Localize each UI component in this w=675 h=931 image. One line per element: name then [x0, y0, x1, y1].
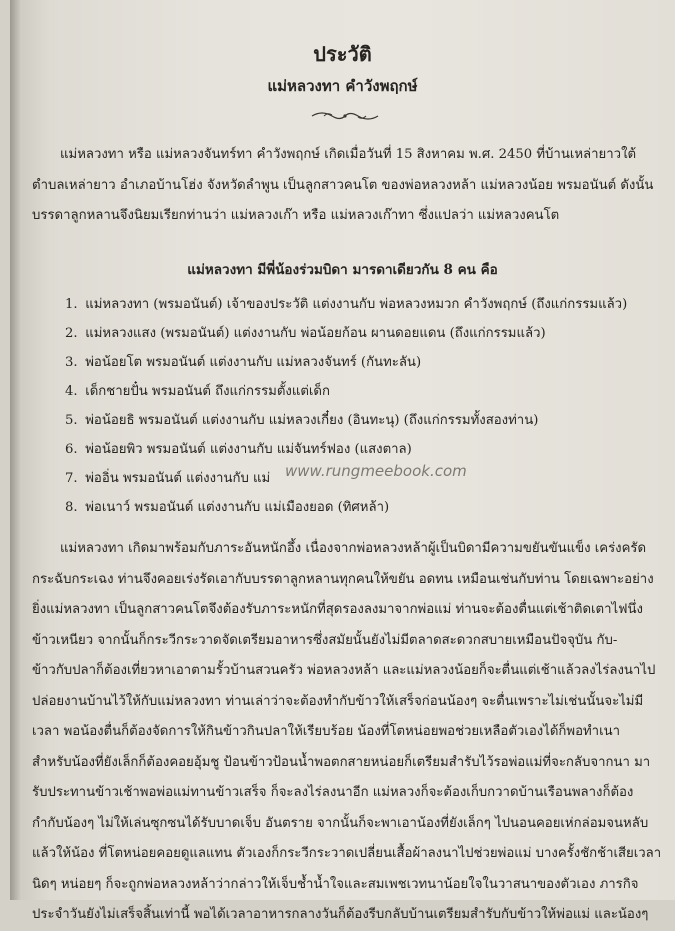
list-text: พ่อน้อยพิว พรมอนันต์ แต่งงานกับ แม่จันทร์ฟอง (แสงตาล) [85, 442, 412, 457]
list-item [65, 377, 627, 406]
body-line: เวลา พอน้องตื่นก็ต้องจัดการให้กินข้าวกินปลาให้เรียบร้อย น้องที่โตหน่อยพอช่วยเหลือตัวเองได้ก็พอทำเนา [32, 724, 621, 739]
page-title: ประวัติ [313, 42, 372, 66]
list-text: เด็กชายปั๋น พรมอนันต์ ถึงแก่กรรมตั้งแต่เด็ก [85, 384, 330, 399]
body-paragraph [32, 534, 662, 931]
body-line: ยิ่งแม่หลวงทา เป็นลูกสาวคนโตจึงต้องรับภาระหนักที่สุดรองลงมาจากพ่อแม่ ท่านจะต้องตื่นแต่เช้าติดเตาไฟนึ่ง [32, 602, 643, 617]
list-number: 6. [65, 442, 78, 457]
body-line: สำหรับน้องที่ยังเล็กก็ต้องคอยอุ้มชู ป้อนข้าวป้อนน้ำพอตกสายหน่อยก็เตรียมสำรับไว้รอพ่อแม่ที่จะกลับจากนา มา [32, 754, 651, 770]
body-line: ประจำวันยังไม่เสร็จสิ้นเท่านี้ พอได้เวลาอาหารกลางวันก็ต้องรีบกลับบ้านเตรียมสำรับกับข้าวให้พ่อแม่ และน้องๆ [32, 907, 649, 922]
list-item [65, 493, 627, 522]
list-item [65, 406, 627, 435]
body-line: นิดๆ หน่อยๆ ก็จะถูกพ่อหลวงหล้าว่ากล่าวให้เจ็บช้ำน้ำใจและสมเพชเวทนาน้อยใจในวาสนาของตัวเอง ภารกิจ [32, 876, 639, 892]
body-line: กระฉับกระเฉง ท่านจึงคอยเร่งรัดเอากับบรรดาลูกหลานทุกคนให้ขยัน อดทน เหมือนเช่นกับท่าน โดยเฉพาะอย่าง [32, 571, 654, 587]
list-number: 8. [65, 500, 78, 515]
list-text: พ่อน้อยโต พรมอนันต์ แต่งงานกับ แม่หลวงจันทร์ (กันทะลัน) [85, 355, 422, 370]
page-subtitle: แม่หลวงทา คำวังพฤกษ์ [267, 77, 418, 95]
list-text: แม่หลวงแสง (พรมอนันต์) แต่งงานกับ พ่อน้อยก้อน ผานดอยแดน (ถึงแก่กรรมแล้ว) [85, 326, 546, 341]
list-text: พ่อน้อยธิ พรมอนันต์ แต่งงานกับ แม่หลวงเกี๋ยง (อินทะนุ) (ถึงแก่กรรมทั้งสองท่าน) [85, 413, 539, 428]
list-text: พ่ออิ่น พรมอนันต์ แต่งงานกับ แม่ [85, 471, 271, 486]
intro-paragraph [32, 140, 662, 232]
page-gutter-shadow [10, 0, 22, 900]
body-line: กำกับน้องๆ ไม่ให้เล่นซุกซนได้รับบาดเจ็บ อันตราย จากนั้นก็จะพาเอาน้องที่ยังเล็กๆ ไปนอนคอยเห่กล่อมจนหลับ [32, 815, 649, 831]
list-number: 3. [65, 355, 78, 370]
siblings-heading: แม่หลวงทา มีพี่น้องร่วมบิดา มารดาเดียวกัน 8 คน คือ [187, 262, 498, 278]
siblings-list [65, 290, 627, 522]
body-line: รับประทานข้าวเช้าพอพ่อแม่ทานข้าวเสร็จ ก็จะลงไร่ลงนาอีก แม่หลวงก็จะต้องเก็บกวาดบ้านเรือนพลางก็ต้อง [32, 785, 634, 800]
list-text: แม่หลวงทา (พรมอนันต์) เจ้าของประวัติ แต่งงานกับ พ่อหลวงหมวก คำวังพฤกษ์ (ถึงแก่กรรมแล้ว) [85, 297, 628, 312]
intro-line: ตำบลเหล่ายาว อำเภอบ้านโฮ่ง จังหวัดลำพูน เป็นลูกสาวคนโต ของพ่อหลวงหล้า แม่หลวงน้อย พรมอนันต์ ดังนั้น [32, 177, 654, 193]
list-item [65, 290, 627, 319]
body-line: ข้าวกับปลาก็ต้องเที่ยวหาเอาตามรั้วบ้านสวนครัว พ่อหลวงหล้า และแม่หลวงน้อยก็จะตื่นแต่เช้าแล้วลงไร่ลงนาไป [32, 663, 656, 678]
list-number: 4. [65, 384, 78, 399]
body-line: แม่หลวงทา เกิดมาพร้อมกับภาระอันหนักอึ้ง เนื่องจากพ่อหลวงหล้าผู้เป็นบิดามีความขยันขันแข็ง เคร่งครัด [60, 541, 647, 556]
body-line: ปล่อยงานบ้านไว้ให้กับแม่หลวงทา ท่านเล่าว่าจะต้องทำกับข้าวให้เสร็จก่อนน้องๆ จะตื่นเพราะไม่เช่นนั้นจะไม่มี [32, 693, 644, 709]
list-number: 2. [65, 326, 78, 341]
watermark: www.rungmeebook.com [285, 462, 467, 480]
intro-line: แม่หลวงทา หรือ แม่หลวงจันทร์ทา คำวังพฤกษ์ เกิดเมื่อวันที่ 15 สิงหาคม พ.ศ. 2450 ที่บ้านเหล่ายาวใต้ [60, 147, 637, 162]
list-text: พ่อเนาว์ พรมอนันต์ แต่งงานกับ แม่เมืองยอด (ทิศหล้า) [85, 500, 390, 515]
body-line: ข้าวเหนียว จากนั้นก็กระวีกระวาดจัดเตรียมอาหารซึ่งสมัยนั้นยังไม่มีตลาดสะดวกสบายเหมือนปัจจุบัน กับ- [32, 632, 618, 648]
list-number: 5. [65, 413, 78, 428]
list-item [65, 319, 627, 348]
list-item [65, 435, 627, 464]
list-number: 1. [65, 297, 78, 312]
intro-line: บรรดาลูกหลานจึงนิยมเรียกท่านว่า แม่หลวงเก๊า หรือ แม่หลวงเก๊าทา ซึ่งแปลว่า แม่หลวงคนโต [32, 208, 560, 223]
list-number: 7. [65, 471, 78, 486]
ornament-divider-icon [310, 108, 380, 124]
list-item [65, 348, 627, 377]
book-page [10, 0, 675, 922]
body-line: แล้วให้น้อง ที่โตหน่อยคอยดูแลแทน ตัวเองก็กระวีกระวาดเปลี่ยนเสื้อผ้าลงนาไปช่วยพ่อแม่ บางครั้งชักช้าเสียเวลา [32, 846, 662, 861]
